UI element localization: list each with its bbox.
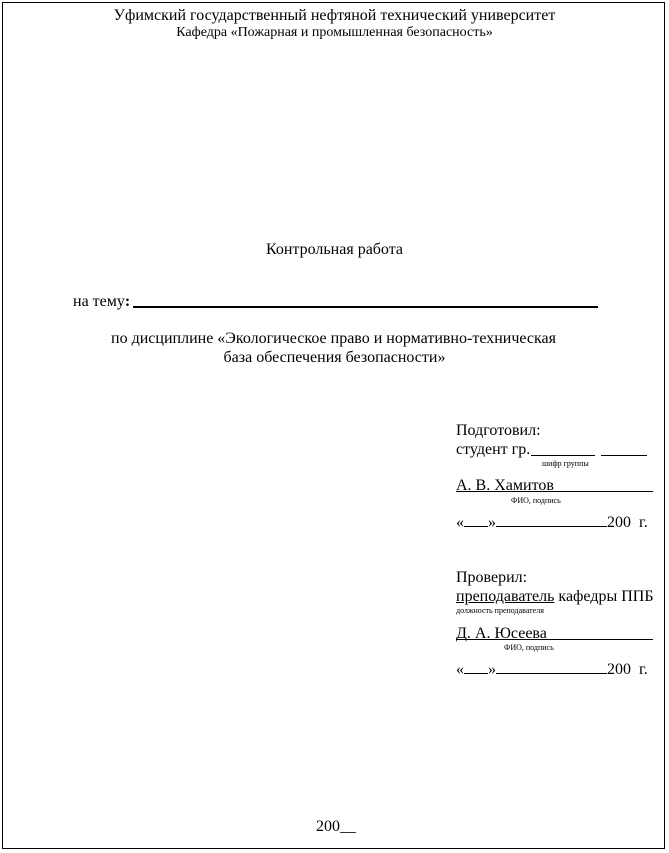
department-name: Кафедра «Пожарная и промышленная безопасность» xyxy=(176,25,493,40)
position-caption: должность преподавателя xyxy=(456,606,544,615)
student-group-row xyxy=(456,441,530,459)
teacher-department: кафедры ППБ xyxy=(554,588,654,605)
checked-heading: Проверил: xyxy=(456,569,528,586)
group-input-line[interactable] xyxy=(531,455,595,456)
discipline-line-2: база обеспечения безопасности» xyxy=(223,349,446,366)
page-border xyxy=(2,2,665,849)
prepared-heading: Подготовил: xyxy=(456,422,541,439)
prepared-date: « » 200 г. xyxy=(456,514,648,531)
checked-date: « » 200 г. xyxy=(456,661,648,678)
topic-row xyxy=(73,293,130,311)
teacher-position: преподаватель xyxy=(456,588,555,605)
prepared-day-line[interactable] xyxy=(464,525,488,527)
document-title: Контрольная работа xyxy=(265,241,404,258)
checked-name: Д. А. Юсеева xyxy=(456,625,547,642)
checked-day-line[interactable] xyxy=(464,672,488,674)
topic-colon: : xyxy=(124,293,131,310)
prepared-month-line[interactable] xyxy=(496,525,607,527)
checked-month-line[interactable] xyxy=(496,672,607,674)
prepared-name: А. В. Хамитов xyxy=(456,477,554,494)
checked-name-caption: ФИО, подпись xyxy=(504,643,554,652)
group-caption: шифр группы xyxy=(542,459,589,468)
group-number-line[interactable] xyxy=(601,455,647,456)
prepared-name-caption: ФИО, подпись xyxy=(511,496,561,505)
topic-input-line[interactable] xyxy=(133,306,598,308)
university-name: Уфимский государственный нефтяной технический университет xyxy=(113,7,556,24)
discipline-line-1: по дисциплине «Экологическое право и нормативно-техническая xyxy=(111,330,556,347)
topic-label: на тему xyxy=(73,293,125,310)
student-label: студент гр. xyxy=(456,441,531,458)
checked-position xyxy=(456,588,654,606)
checked-signature-line[interactable] xyxy=(456,639,653,640)
prepared-signature-line[interactable] xyxy=(456,491,653,492)
footer-year: 200__ xyxy=(316,818,356,835)
